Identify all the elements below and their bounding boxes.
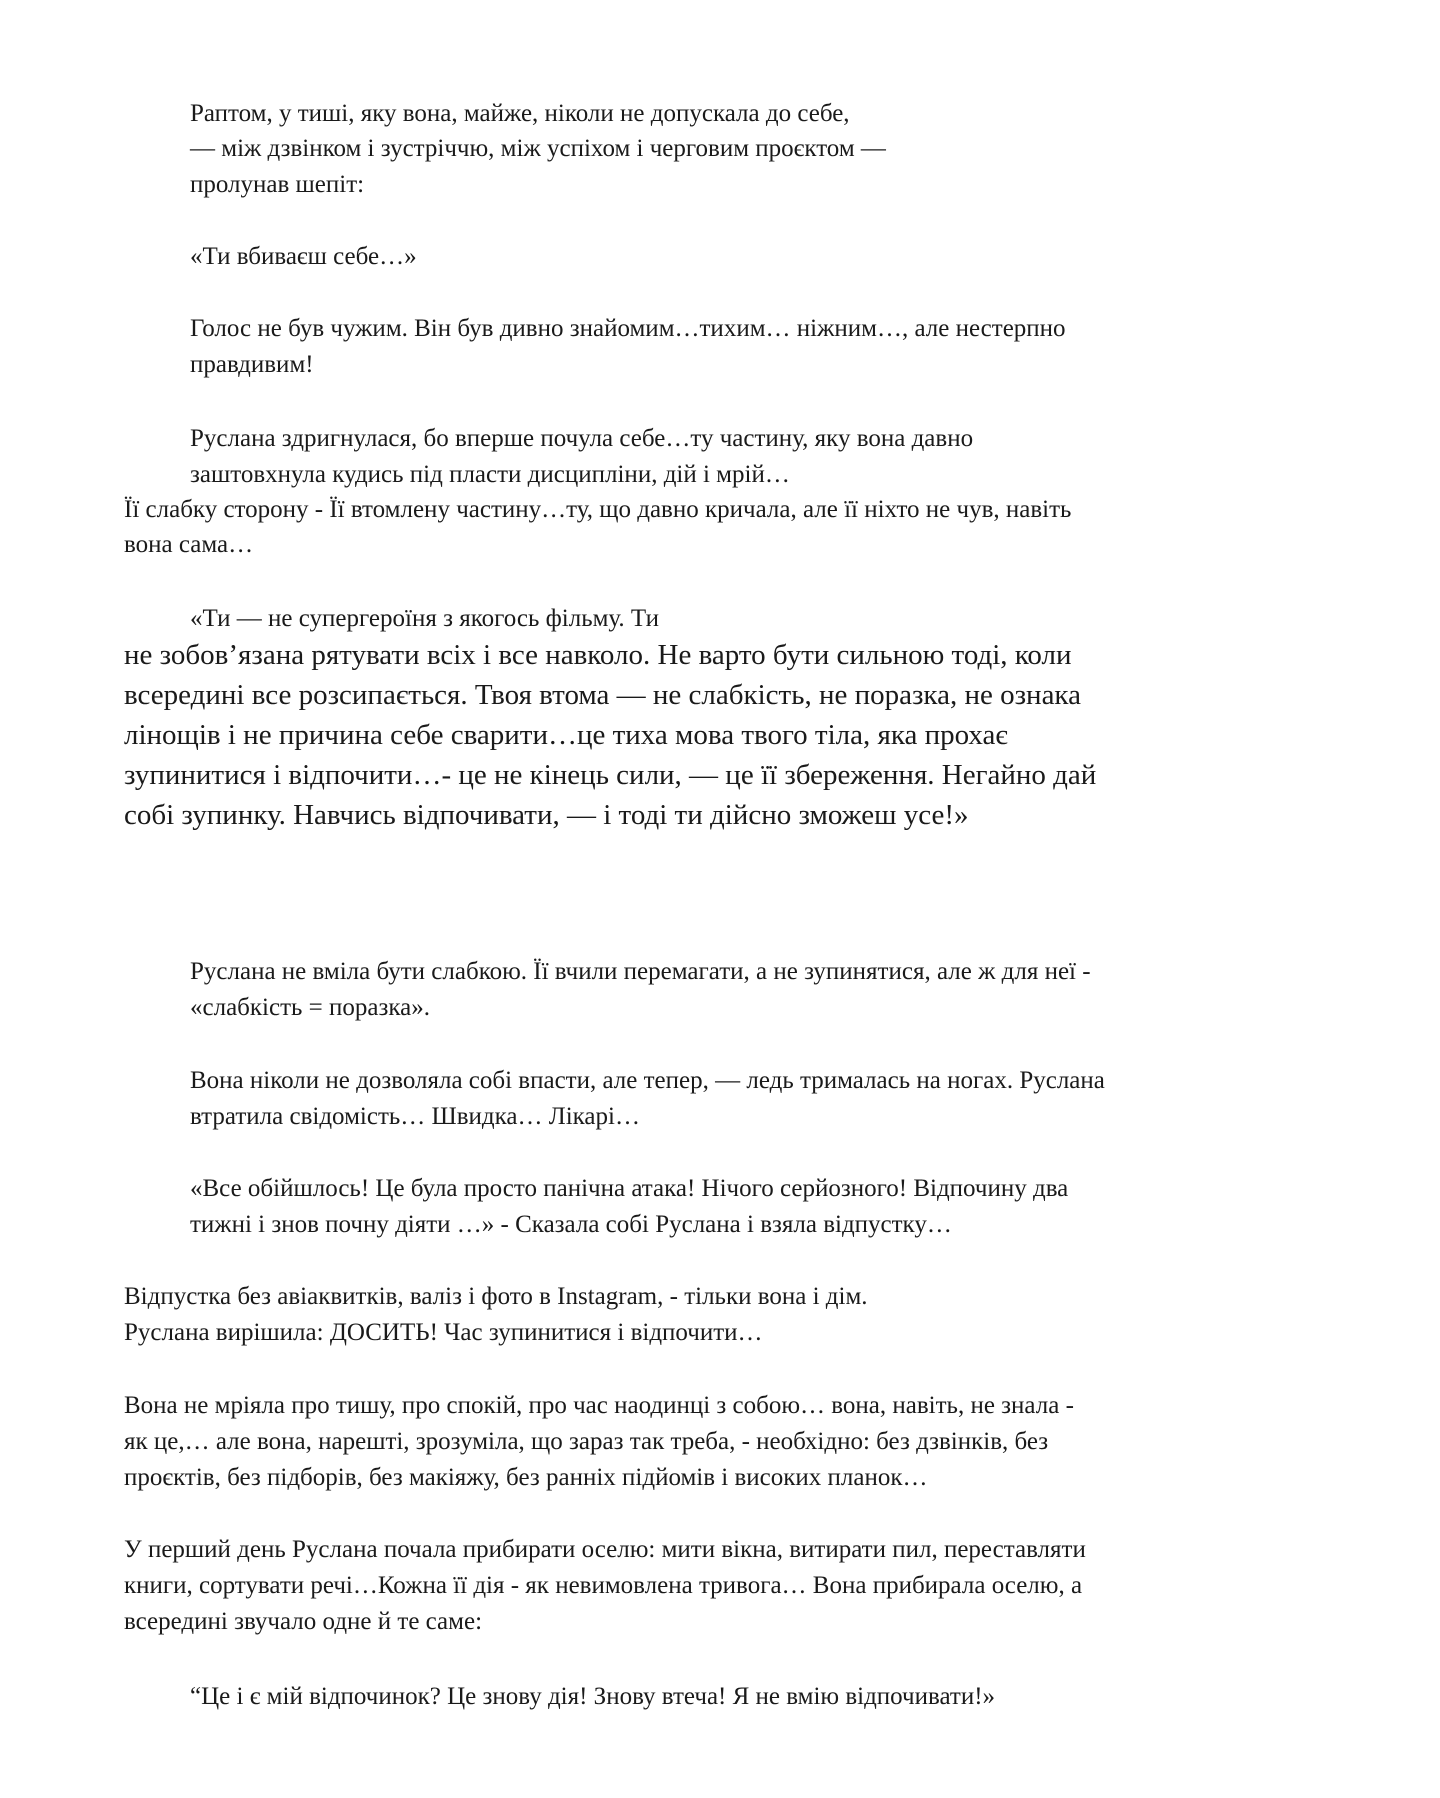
text-line: “Це і є мій відпочинок? Це знову дія! Знову втеча! Я не вмію відпочивати!»: [190, 1683, 996, 1710]
text-line: заштовхнула кудись під пласти дисципліни, дій і мрій…: [190, 461, 790, 488]
text-line: Раптом, у тиші, яку вона, майже, ніколи не допускала до себе,: [190, 100, 850, 127]
text-line: Відпустка без авіаквитків, валіз і фото в Instagram, - тільки вона і дім.: [124, 1283, 868, 1310]
text-line: — між дзвінком і зустріччю, між успіхом і черговим проєктом —: [190, 135, 886, 162]
text-line: всередині звучало одне й те саме:: [124, 1608, 483, 1635]
text-line: книги, сортувати речі…Кожна її дія - як невимовлена тривога… Вона прибирала оселю, а: [124, 1572, 1083, 1599]
text-line: втратила свідомість… Швидка… Лікарі…: [190, 1103, 640, 1130]
text-line: вона сама…: [124, 531, 254, 558]
text-line: Руслана вирішила: ДОСИТЬ! Час зупинитися і відпочити…: [124, 1319, 763, 1346]
text-line: Голос не був чужим. Він був дивно знайомим…тихим… ніжним…, але нестерпно: [190, 315, 1066, 342]
text-line: Руслана здригнулася, бо вперше почула себе…ту частину, яку вона давно: [190, 425, 974, 452]
text-line: лінощів і не причина себе сварити…це тиха мова твого тіла, яка прохає: [124, 719, 1008, 751]
text-line: Вона ніколи не дозволяла собі впасти, але тепер, — ледь трималась на ногах. Руслана: [190, 1067, 1105, 1094]
text-line: проєктів, без підборів, без макіяжу, без ранніх підйомів і високих планок…: [124, 1464, 928, 1491]
text-line: Вона не мріяла про тишу, про спокій, про час наодинці з собою… вона, навіть, не знала -: [124, 1392, 1074, 1419]
text-line: Руслана не вміла бути слабкою. Її вчили перемагати, а не зупинятися, але ж для неї -: [190, 958, 1091, 985]
text-line: «Ти — не супергероїня з якогось фільму. Ти: [190, 605, 659, 632]
text-line: зупинитися і відпочити…- це не кінець сили, — це її збереження. Негайно дай: [124, 759, 1097, 791]
text-line: собі зупинку. Навчись відпочивати, — і тоді ти дійсно зможеш усе!»: [124, 799, 969, 831]
text-line: «Ти вбиваєш себе…»: [190, 243, 417, 270]
text-line: тижні і знов почну діяти …» - Сказала собі Руслана і взяла відпустку…: [190, 1211, 952, 1238]
text-line: «слабкість = поразка».: [190, 994, 430, 1021]
text-line: Її слабку сторону - Її втомлену частину…ту, що давно кричала, але її ніхто не чув, навіть: [124, 496, 1072, 523]
text-line: всередині все розсипається. Твоя втома — не слабкість, не поразка, не ознака: [124, 679, 1081, 711]
text-line: як це,… але вона, нарешті, зрозуміла, що зараз так треба, - необхідно: без дзвінків, без: [124, 1428, 1049, 1455]
text-line: У перший день Руслана почала прибирати оселю: мити вікна, витирати пил, переставляти: [124, 1536, 1086, 1563]
text-line: не зобов’язана рятувати всіх і все навколо. Не варто бути сильною тоді, коли: [124, 639, 1072, 671]
text-line: пролунав шепіт:: [190, 171, 365, 198]
text-line: правдивим!: [190, 351, 314, 378]
text-line: «Все обійшлось! Це була просто панічна атака! Нічого серйозного! Відпочину два: [190, 1175, 1069, 1202]
